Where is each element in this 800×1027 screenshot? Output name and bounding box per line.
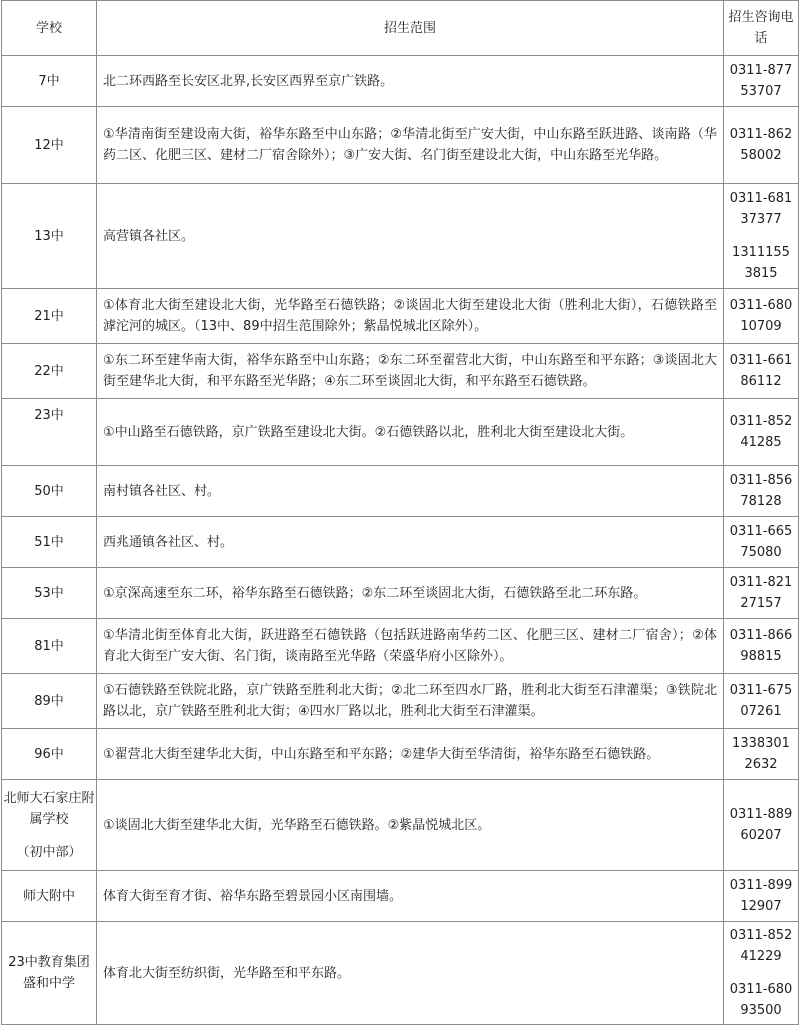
- range-cell: 高营镇各社区。: [97, 184, 724, 289]
- school-cell: [2, 780, 97, 871]
- phone-number: 0311-86258002: [729, 127, 793, 163]
- phone-cell: [724, 674, 799, 729]
- phone-cell: [724, 399, 799, 466]
- phone-number: 0311-86698815: [729, 628, 793, 664]
- table-row: [2, 729, 799, 780]
- table-row: [2, 56, 799, 107]
- school-cell: 23中教育集团盛和中学: [2, 922, 97, 1025]
- range-cell: 体育北大街至纺织街，光华路至和平东路。: [97, 922, 724, 1025]
- school-cell: 22中: [2, 344, 97, 399]
- phone-cell: [724, 466, 799, 517]
- phone-cell: [724, 517, 799, 568]
- phone-number: 0311-89912907: [729, 878, 793, 914]
- range-cell: ①华清南街至建设南大街，裕华东路至中山东路；②华清北街至广安大街，中山东路至跃进路、谈南路（华药二区、化肥三区、建材二厂宿舍除外）；③广安大街、名门街至建设北大街，中山东路至光华路。: [97, 107, 724, 184]
- table-row: [2, 568, 799, 619]
- phone-cell: [724, 780, 799, 871]
- range-cell: ①华清北街至体育北大街，跃进路至石德铁路（包括跃进路南华药二区、化肥三区、建材二厂宿舍）；②体育北大街至广安大街、名门街，谈南路至光华路（荣盛华府小区除外）。: [97, 619, 724, 674]
- phone-cell: [724, 729, 799, 780]
- table-row: [2, 922, 799, 1025]
- school-cell: 50中: [2, 466, 97, 517]
- school-cell: 7中: [2, 56, 97, 107]
- phone-number: 0311-67507261: [729, 683, 793, 719]
- table-row: [2, 344, 799, 399]
- range-cell: ①谈固北大街至建华北大街，光华路至石德铁路。②紫晶悦城北区。: [97, 780, 724, 871]
- table-row: [2, 289, 799, 344]
- header-school: 学校: [2, 1, 97, 56]
- phone-number: 0311-85678128: [729, 473, 793, 509]
- phone-number: 0311-68137377: [729, 191, 793, 227]
- school-cell: 51中: [2, 517, 97, 568]
- table-row: [2, 674, 799, 729]
- phone-cell: [724, 922, 799, 1025]
- header-phone: 招生咨询电话: [724, 1, 799, 56]
- table-row: [2, 107, 799, 184]
- range-cell: 体育大街至育才街、裕华东路至碧景园小区南围墙。: [97, 871, 724, 922]
- school-cell: 81中: [2, 619, 97, 674]
- range-cell: ①体育北大街至建设北大街，光华路至石德铁路；②谈固北大街至建设北大街（胜利北大街），石德铁路至滹沱河的城区。（13中、89中招生范围除外；紫晶悦城北区除外）。: [97, 289, 724, 344]
- range-cell: 南村镇各社区、村。: [97, 466, 724, 517]
- phone-number: 0311-85241229: [729, 928, 793, 964]
- phone-cell: [724, 107, 799, 184]
- phone-number: 0311-85241285: [729, 414, 793, 450]
- school-cell: 23中: [2, 399, 97, 466]
- phone-number: 0311-66186112: [729, 353, 793, 389]
- phone-cell: [724, 184, 799, 289]
- enrollment-table: [1, 0, 799, 1025]
- range-cell: 北二环西路至长安区北界,长安区西界至京广铁路。: [97, 56, 724, 107]
- school-cell: 53中: [2, 568, 97, 619]
- range-cell: ①翟营北大街至建华北大街，中山东路至和平东路；②建华大街至华清街，裕华东路至石德铁路。: [97, 729, 724, 780]
- phone-cell: [724, 56, 799, 107]
- table-row: [2, 871, 799, 922]
- phone-cell: [724, 568, 799, 619]
- phone-number: 13111553815: [732, 245, 790, 281]
- school-cell: 89中: [2, 674, 97, 729]
- table-row: [2, 184, 799, 289]
- phone-number: 13383012632: [732, 736, 790, 772]
- phone-number: 0311-68093500: [729, 982, 793, 1018]
- table-row: [2, 466, 799, 517]
- table-row: [2, 517, 799, 568]
- phone-number: 0311-66575080: [729, 524, 793, 560]
- table-row: [2, 619, 799, 674]
- range-cell: ①京深高速至东二环，裕华东路至石德铁路；②东二环至谈固北大街，石德铁路至北二环东路。: [97, 568, 724, 619]
- school-name: 北师大石家庄附属学校: [3, 790, 95, 827]
- table-row: [2, 399, 799, 466]
- phone-cell: [724, 619, 799, 674]
- range-cell: ①石德铁路至铁院北路，京广铁路至胜利北大街；②北二环至四水厂路，胜利北大街至石津灌渠；③铁院北路以北，京广铁路至胜利北大街；④四水厂路以北，胜利北大街至石津灌渠。: [97, 674, 724, 729]
- phone-cell: [724, 289, 799, 344]
- phone-number: 0311-88960207: [729, 807, 793, 843]
- phone-number: 0311-87753707: [729, 63, 793, 99]
- school-cell: 12中: [2, 107, 97, 184]
- phone-cell: [724, 344, 799, 399]
- school-cell: 13中: [2, 184, 97, 289]
- school-cell: 师大附中: [2, 871, 97, 922]
- phone-number: 0311-82127157: [729, 575, 793, 611]
- school-note: （初中部）: [16, 844, 82, 860]
- table-header-row: [2, 1, 799, 56]
- phone-number: 0311-68010709: [729, 298, 793, 334]
- header-range: 招生范围: [97, 1, 724, 56]
- range-cell: 西兆通镇各社区、村。: [97, 517, 724, 568]
- range-cell: ①中山路至石德铁路，京广铁路至建设北大街。②石德铁路以北，胜利北大街至建设北大街。: [97, 399, 724, 466]
- school-cell: 21中: [2, 289, 97, 344]
- phone-cell: [724, 871, 799, 922]
- range-cell: ①东二环至建华南大街，裕华东路至中山东路；②东二环至翟营北大街，中山东路至和平东路；③谈固北大街至建华北大街，和平东路至光华路；④东二环至谈固北大街，和平东路至石德铁路。: [97, 344, 724, 399]
- table-row: [2, 780, 799, 871]
- school-cell: 96中: [2, 729, 97, 780]
